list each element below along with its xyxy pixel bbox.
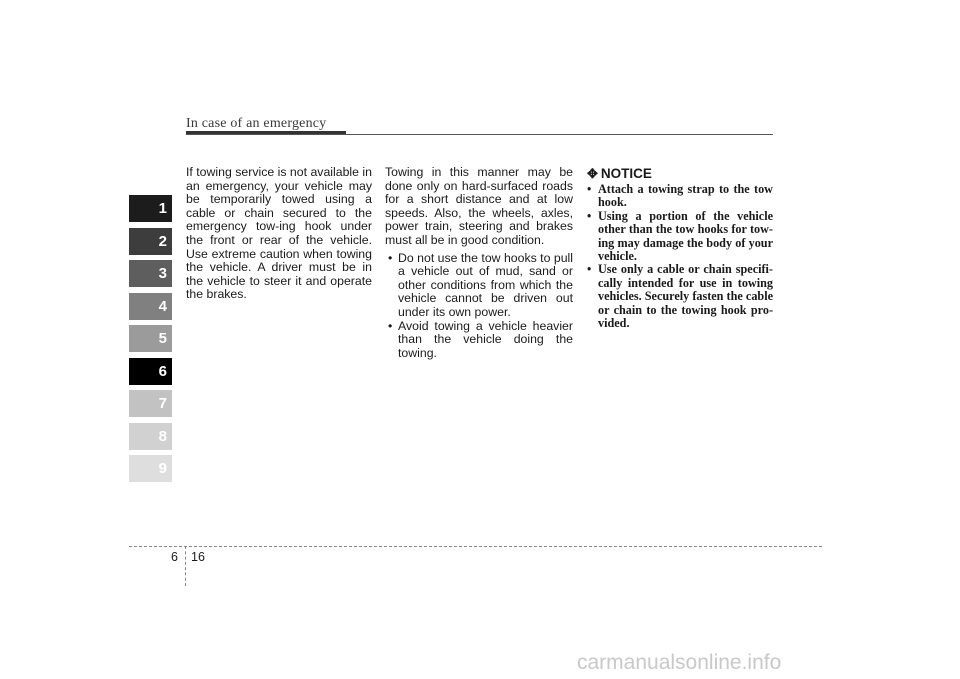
footer-divider: [185, 546, 186, 586]
chapter-tab-label: 8: [158, 427, 167, 445]
chapter-tab-6[interactable]: [129, 358, 172, 385]
notice-icon: ✥: [587, 166, 598, 181]
chapter-tab-label: 3: [158, 265, 167, 282]
chapter-tab-label: 6: [158, 362, 167, 380]
notice-box: [587, 166, 773, 330]
footer-section-number: 6: [171, 550, 178, 564]
chapter-tab-3[interactable]: [129, 260, 172, 287]
notice-list: [587, 183, 773, 330]
chapter-tab-label: 4: [158, 297, 167, 315]
list-item: • Do not use the tow hooks to pull a vehicle out of mud, sand or other conditions from which the vehicle cannot be driven out under its own power.: [385, 252, 573, 320]
text-column-2: [385, 166, 573, 360]
list-item: • Attach a towing strap to the tow hook.: [587, 183, 773, 210]
chapter-tab-label: 9: [158, 460, 167, 477]
notice-heading-label: NOTICE: [600, 166, 652, 181]
chapter-tab-label: 5: [158, 330, 167, 347]
chapter-tab-9[interactable]: [129, 455, 172, 482]
list-item: • Avoid towing a vehicle heavier than the vehicle doing the towing.: [385, 320, 573, 361]
watermark-text: carmanualsonline.info: [577, 651, 782, 674]
list-item: • Using a portion of the vehicle other than the tow hooks for tow-ing may damage the body of your vehicle.: [587, 210, 773, 264]
chapter-tab-label: 7: [158, 395, 167, 412]
header-rule: [186, 134, 773, 135]
chapter-tab-2[interactable]: [129, 228, 172, 255]
text-column-1: [186, 166, 372, 302]
list-item: • Use only a cable or chain specifi-cally intended for use in towing vehicles. Securely fasten the cable or chain to the towing hook pro-vided.: [587, 263, 773, 330]
chapter-tab-7[interactable]: [129, 390, 172, 417]
page-header-title: In case of an emergency: [186, 116, 327, 131]
footer-page-number: 16: [191, 550, 205, 564]
towing-conditions-paragraph: Towing in this manner may be done only on hard-surfaced roads for a short distance and at low speeds. Also, the wheels, axles, power train, steering and brakes must all be in good condition.: [385, 165, 573, 247]
towing-intro-paragraph: If towing service is not available in an emergency, your vehicle may be temporarily towed using a cable or chain secured to the emergency tow-ing hook under the front or rear of the vehicle. Use extreme caution when towing the vehicle. A driver must be in the vehicle to steer it and operate the brakes.: [186, 165, 372, 302]
notice-heading: [587, 166, 773, 181]
towing-caution-list: [385, 252, 573, 361]
chapter-tab-4[interactable]: [129, 293, 172, 320]
chapter-tabs: [129, 195, 172, 488]
footer-rule: [129, 546, 822, 547]
chapter-tab-label: 2: [158, 232, 167, 250]
chapter-tab-5[interactable]: [129, 325, 172, 352]
chapter-tab-8[interactable]: [129, 423, 172, 450]
chapter-tab-1[interactable]: [129, 195, 172, 222]
chapter-tab-label: 1: [158, 200, 167, 217]
